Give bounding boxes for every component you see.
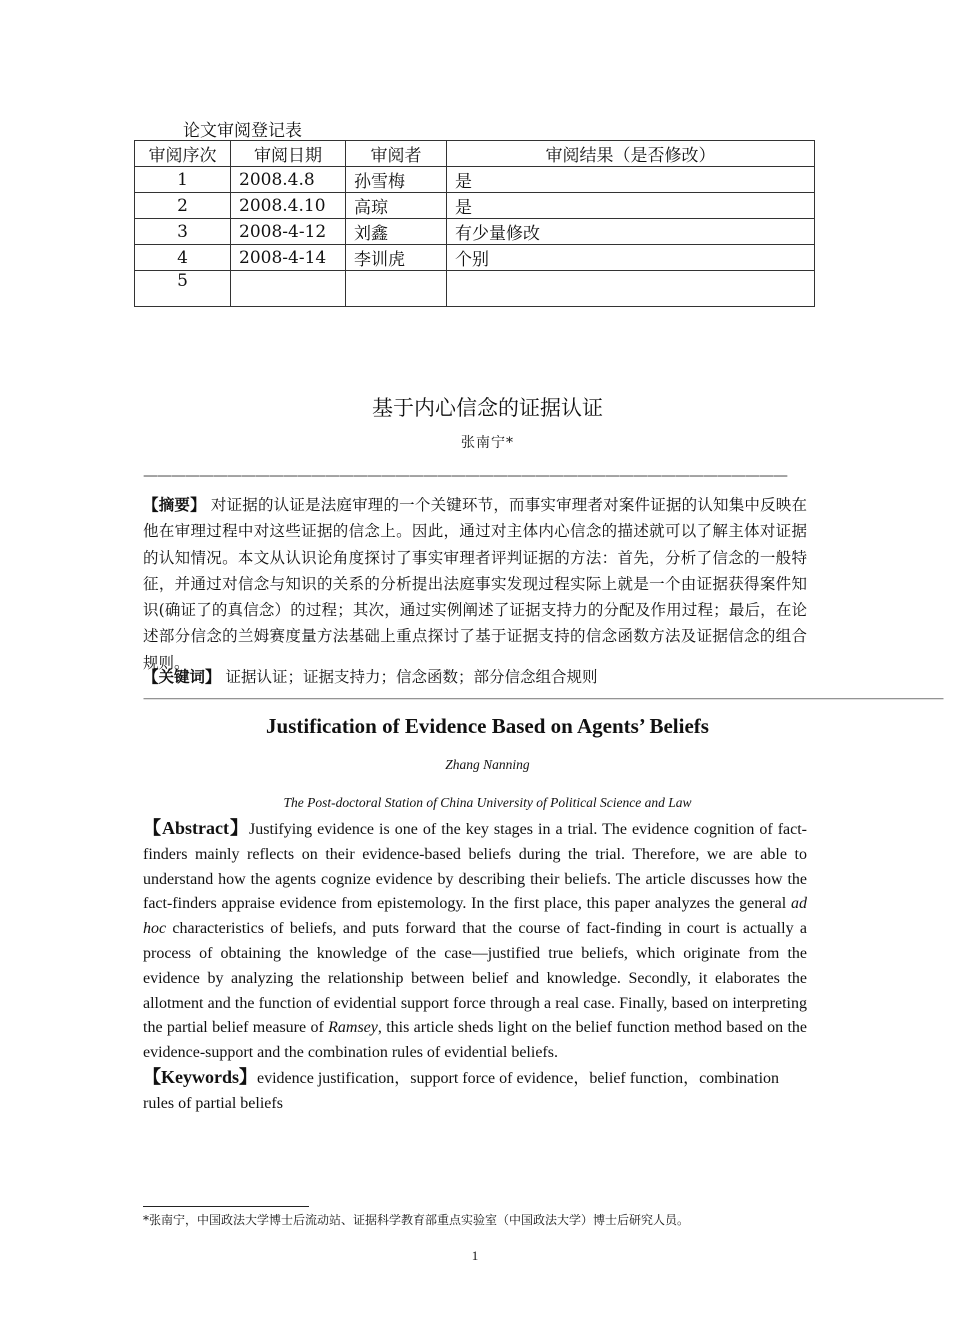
- cell-result: 有少量修改: [447, 219, 815, 245]
- chinese-keywords-label: 【关键词】: [143, 667, 221, 686]
- chinese-author: 张南宁*: [461, 435, 514, 451]
- chinese-title: 基于内心信念的证据认证: [372, 396, 603, 420]
- cell-result: 是: [447, 193, 815, 219]
- table-row: [135, 193, 815, 219]
- divider-top: ——————————————————————————————————————————————: [143, 466, 787, 484]
- table-row: [135, 245, 815, 271]
- header-review-order: 审阅序次: [135, 141, 231, 167]
- cell-reviewer: 刘鑫: [346, 219, 447, 245]
- cell-date: [231, 271, 346, 307]
- cell-order: 1: [135, 167, 231, 193]
- english-abstract: [143, 816, 807, 1066]
- review-table: [134, 140, 815, 307]
- footnote-divider: [143, 1206, 309, 1207]
- table-row: [135, 167, 815, 193]
- cell-result: 个别: [447, 245, 815, 271]
- table-row: [135, 219, 815, 245]
- header-review-result: 审阅结果（是否修改）: [447, 141, 815, 167]
- cell-result: [447, 271, 815, 307]
- cell-date: 2008-4-12: [231, 219, 346, 245]
- footnote: *张南宁，中国政法大学博士后流动站、证据科学教育部重点实验室（中国政法大学）博士后研究人员。: [143, 1213, 690, 1227]
- cell-order: 2: [135, 193, 231, 219]
- english-keywords-label: 【Keywords】: [143, 1067, 257, 1087]
- cell-reviewer: [346, 271, 447, 307]
- cell-date: 2008-4-14: [231, 245, 346, 271]
- header-reviewer: 审阅者: [346, 141, 447, 167]
- english-keywords: [143, 1065, 807, 1117]
- english-title: Justification of Evidence Based on Agents’ Beliefs: [266, 714, 709, 738]
- english-abstract-text: , this article sheds light on the belief function method based on the evidence-support and the combination rules of evidential beliefs.: [143, 1019, 808, 1062]
- table-row: [135, 271, 815, 307]
- cell-order: 3: [135, 219, 231, 245]
- english-author: Zhang Nanning: [445, 757, 530, 772]
- english-abstract-text: Justifying evidence is one of the key stages in a trial. The evidence cognition of fact-finders mainly reflects on their evidence-based beliefs during the trial. Therefore, we are able to understand how the agents cognize evidence by describing their beliefs. The article discusses how the fact-finders appraise evidence from epistemology. In the first place, this paper analyzes the general: [143, 821, 807, 913]
- header-review-date: 审阅日期: [231, 141, 346, 167]
- english-abstract-italic-ad-hoc: ad hoc: [143, 895, 807, 938]
- chinese-abstract-text: 对证据的认证是法庭审理的一个关键环节，而事实审理者对案件证据的认知集中反映在他在审理过程中对这些证据的信念上。因此，通过对主体内心信念的描述就可以了解主体对证据的认知情况。本文从认识论角度探讨了事实审理者评判证据的方法：首先，分析了信念的一般特征，并通过对信念与知识的关系的分析提出法庭事实发现过程实际上就是一个由证据获得案件知识(确证了的真信念）的过程；其次，通过实例阐述了证据支持力的分配及作用过程；最后，在论述部分信念的兰姆赛度量方法基础上重点探讨了基于证据支持的信念函数方法及证据信念的组合规则。: [143, 496, 807, 672]
- cell-date: 2008.4.8: [231, 167, 346, 193]
- chinese-keywords-text: 证据认证；证据支持力；信念函数；部分信念组合规则: [225, 668, 598, 686]
- table-header-row: [135, 141, 815, 167]
- review-table-caption: 论文审阅登记表: [183, 121, 302, 141]
- divider-bottom: ————————————————————————————————————————————————————————————————————————————————: [143, 692, 943, 705]
- cell-date: 2008.4.10: [231, 193, 346, 219]
- english-abstract-label: 【Abstract】: [143, 818, 250, 838]
- english-affiliation: The Post-doctoral Station of China University of Political Science and Law: [283, 795, 692, 810]
- chinese-keywords: [143, 665, 807, 687]
- page-number: 1: [471, 1248, 479, 1263]
- cell-reviewer: 高琼: [346, 193, 447, 219]
- cell-order: 4: [135, 245, 231, 271]
- chinese-abstract-label: 【摘要】: [143, 495, 206, 514]
- english-keywords-text: evidence justification，support force of evidence，belief function，combination rules of partial beliefs: [143, 1070, 780, 1112]
- english-abstract-text: characteristics of beliefs, and puts forward that the course of fact-finding in court is actually a process of obtaining the knowledge of the case—justified true beliefs, which originate from the evidence by analyzing the relationship between belief and knowledge. Secondly, it elaborates the allotment and the function of evidential support force through a real case. Finally, based on interpreting the partial belief measure of: [143, 920, 807, 1037]
- cell-order: 5: [135, 271, 231, 307]
- english-abstract-italic-ramsey: Ramsey: [328, 1019, 378, 1037]
- cell-result: 是: [447, 167, 815, 193]
- cell-reviewer: 李训虎: [346, 245, 447, 271]
- chinese-abstract: [143, 492, 807, 676]
- cell-reviewer: 孙雪梅: [346, 167, 447, 193]
